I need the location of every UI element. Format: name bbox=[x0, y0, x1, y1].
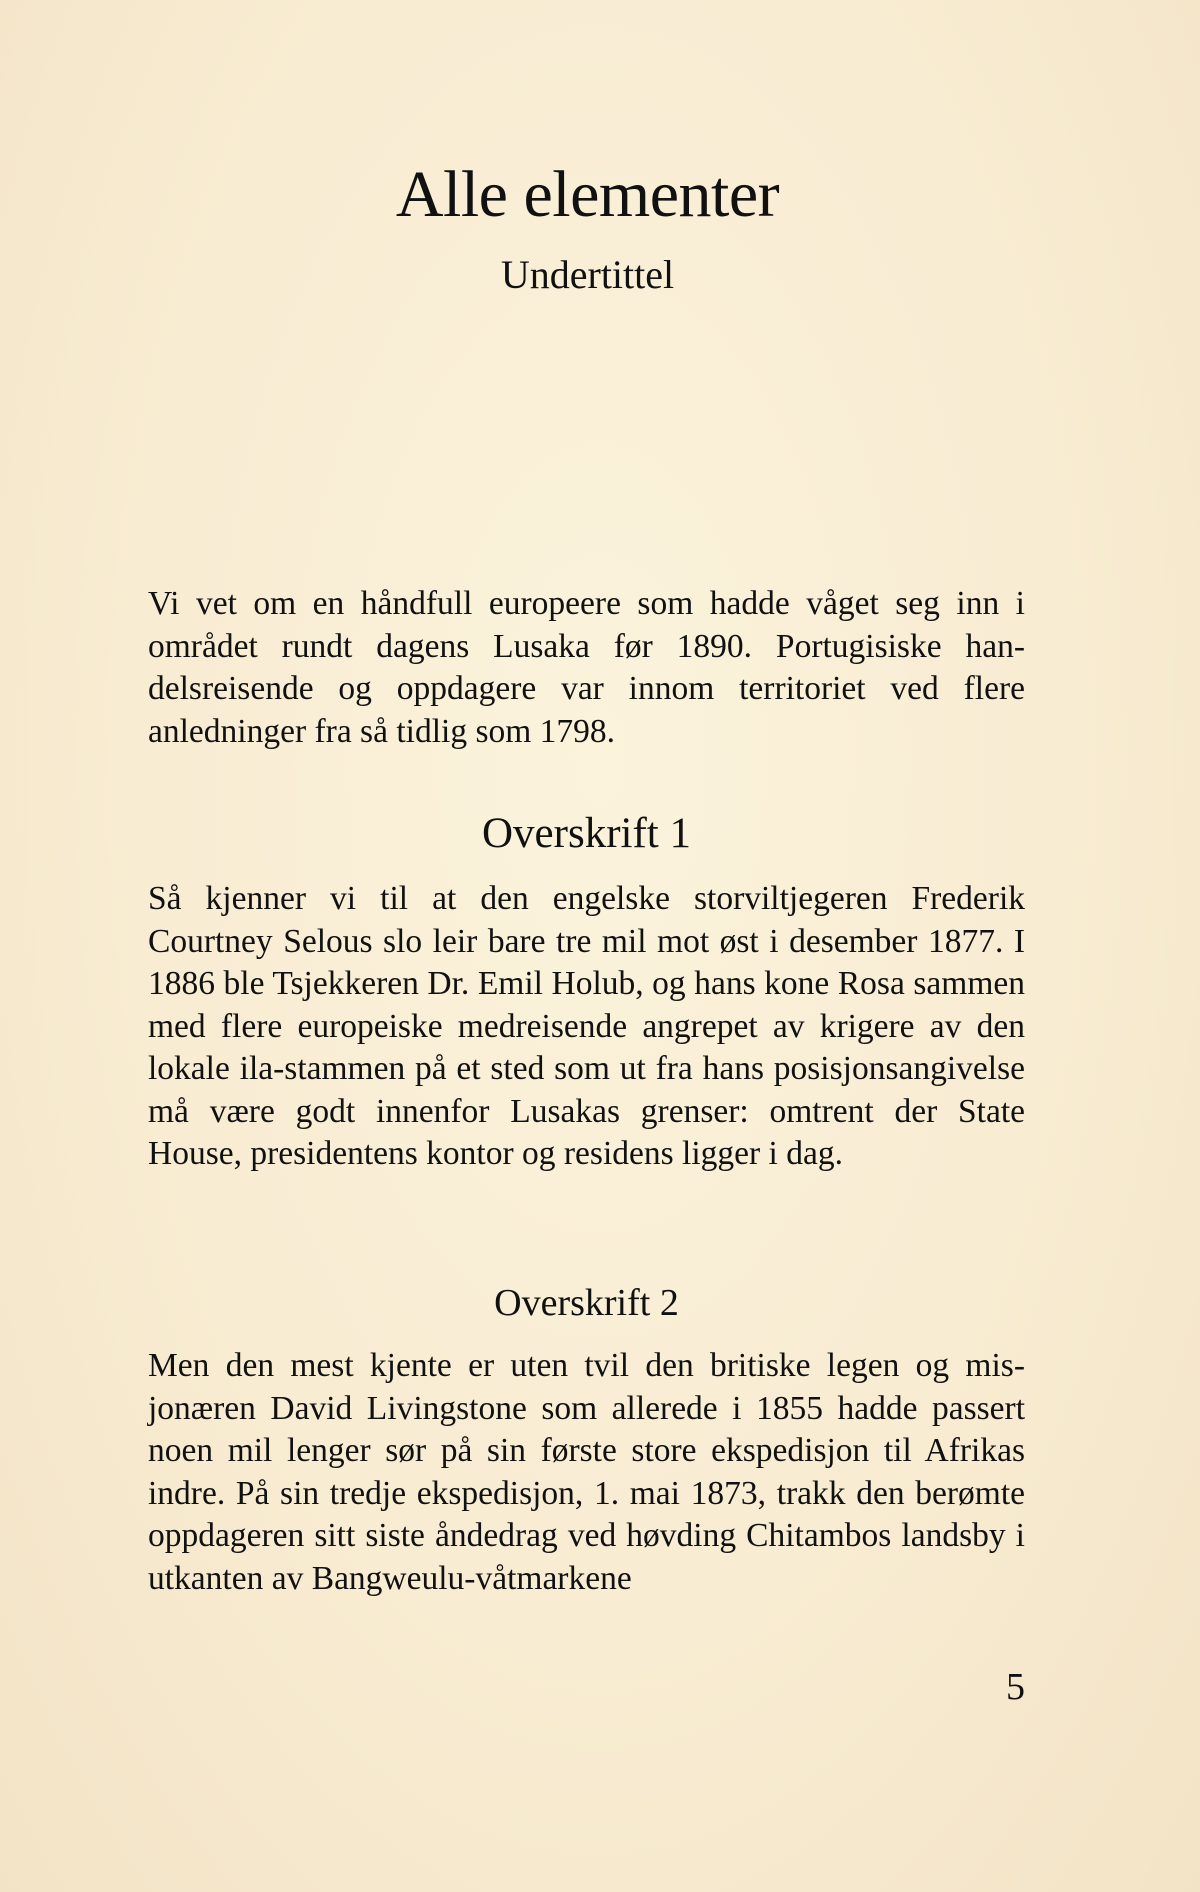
body-paragraph-3: Men den mest kjente er uten tvil den britiske legen og misjonæren David Livingstone som allerede i 1855 hadde passert noen mil lenger sør på sin første store ekspedisjon til Afrikas indre. På sin tredje ekspedisjon, 1. mai 1873, trakk den berømte oppdageren sitt siste åndedrag ved høvding Chitambos landsby i utkanten av Bangweulu-våtmarkene bbox=[148, 1347, 1025, 1597]
page-number: 5 bbox=[1006, 1666, 1025, 1708]
section-heading-1: Overskrift 1 bbox=[482, 810, 691, 857]
body-paragraph-2: Så kjenner vi til at den engelske storviltjegeren Frederik Courtney Selous slo leir bare tre mil mot øst i desember 1877. I 1886 ble Tsjekkeren Dr. Emil Holub, og hans kone Rosa sammen med flere europeiske medreisende angrepet av krigere av den lokale ila-stammen på et sted som ut fra hans posisjonsangivelse må være godt innenfor Lusakas grenser: omtrent der State House, presidentens kontor og residens ligger i dag. bbox=[148, 880, 1025, 1172]
section-heading-2: Overskrift 2 bbox=[494, 1282, 679, 1324]
document-title: Alle elementer bbox=[395, 158, 780, 231]
body-paragraph-1: Vi vet om en håndfull europeere som hadde våget seg inn i området rundt dagens Lusaka før 1890. Portugisiske handelsreisende og oppdagere var innom territoriet ved flere anledninger fra så tidlig som 1798. bbox=[148, 585, 1025, 750]
document-subtitle: Undertittel bbox=[500, 252, 675, 297]
